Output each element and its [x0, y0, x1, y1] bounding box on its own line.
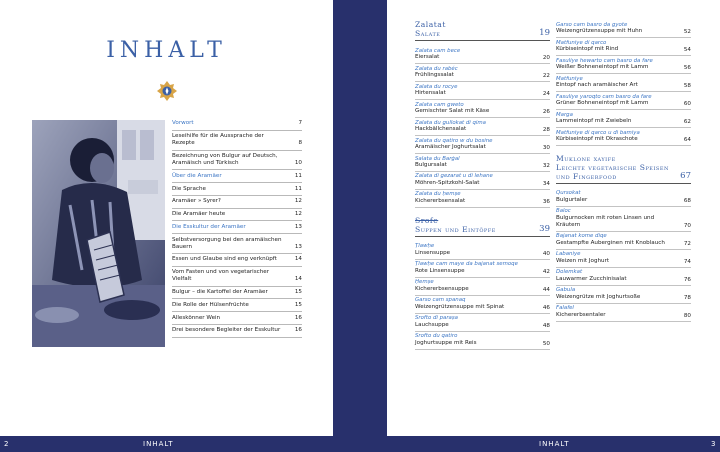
toc-row[interactable]: Bezeichnung von Bulgur auf Deutsch, Aramäisch und Türkisch 10: [172, 151, 302, 171]
vegetarian-list: [556, 189, 691, 322]
right-footer: [387, 436, 720, 452]
section-heading[interactable]: Muklone xayife Leichte vegetarische Speisen und Fingerfood 67: [556, 154, 691, 184]
dish-name-german: Linsensuppe: [415, 250, 451, 257]
toc-row[interactable]: Selbstversorgung bei den aramäischen Bauern 13: [172, 234, 302, 254]
toc-entry[interactable]: [556, 20, 691, 38]
dish-name-syriac: Matfuniye di qarco: [556, 39, 607, 46]
dish-name-syriac: Falafel: [556, 305, 574, 312]
dish-name-syriac: Bajanat kome diqe: [556, 233, 607, 240]
toc-entry[interactable]: [415, 136, 550, 154]
page-ref: 80: [683, 313, 691, 320]
dish-name-syriac: Zalata du rabéc: [415, 65, 458, 72]
toc-row[interactable]: Über die Aramäer 11: [172, 170, 302, 183]
dish-name-syriac: Zalata di gezarat u di lehane: [415, 173, 493, 180]
page-ref: 44: [542, 287, 550, 294]
dish-name-german: Bulgurtaler: [556, 197, 588, 204]
toc-entry[interactable]: [415, 172, 550, 190]
toc-entry[interactable]: [556, 286, 691, 304]
toc-entry[interactable]: [556, 74, 691, 92]
toc-entry[interactable]: [415, 242, 550, 260]
dish-name-syriac: Dolemkat: [556, 269, 583, 276]
page-ref: 52: [683, 29, 691, 36]
ornament-icon: [156, 80, 178, 102]
dish-name-syriac: Qursokat: [556, 190, 581, 197]
page-ref: 64: [683, 137, 691, 144]
toc-entry[interactable]: [556, 268, 691, 286]
dish-name-german: Kürbiseintopf mit Okraschote: [556, 136, 638, 143]
page-ref: 46: [542, 305, 550, 312]
toc-entry[interactable]: [556, 128, 691, 146]
page-ref: 40: [542, 251, 550, 258]
dish-name-german: Möhren-Spitzkohl-Salat: [415, 180, 480, 187]
dish-name-german: Lammeintopf mit Zwiebeln: [556, 118, 632, 125]
toc-entry[interactable]: [556, 110, 691, 128]
dish-name-syriac: Srofto di paraṣa: [415, 315, 458, 322]
dish-name-german: Weizengrützensuppe mit Spinat: [415, 304, 505, 311]
toc-entry[interactable]: [556, 38, 691, 56]
dish-name-german: Weizengrütze mit Joghurtsoße: [556, 294, 641, 301]
page-number: 3: [711, 440, 717, 448]
dish-name-syriac: Zalata du gullokat di qima: [415, 119, 486, 126]
left-footer: [0, 436, 333, 452]
toc-column-left: [415, 20, 550, 350]
page-ref: 56: [683, 65, 691, 72]
toc-entry[interactable]: [556, 189, 691, 207]
dish-name-syriac: Zalata cam bece: [415, 47, 461, 54]
page-ref: 60: [683, 101, 691, 108]
page-ref: 58: [683, 83, 691, 90]
toc-entry[interactable]: [415, 296, 550, 314]
toc-entry[interactable]: [415, 118, 550, 136]
dish-name-syriac: Zalata cam gweto: [415, 101, 464, 108]
toc-entry[interactable]: [415, 82, 550, 100]
dish-name-german: Bulgursalat: [415, 162, 447, 169]
page-number: 2: [4, 440, 10, 448]
dish-name-german: Kichererbsensuppe: [415, 286, 469, 293]
toc-row[interactable]: Bulgur – die Kartoffel der Aramäer 15: [172, 287, 302, 300]
dish-name-german: Joghurtsuppe mit Reis: [415, 340, 477, 347]
toc-row[interactable]: Die Aramäer heute 12: [172, 209, 302, 222]
page-ref: 74: [683, 259, 691, 266]
dish-name-syriac: Garso cam spanaq: [415, 297, 466, 304]
dish-name-german: Hackbällchensalat: [415, 126, 467, 133]
page-ref: 30: [542, 145, 550, 152]
dish-name-syriac: Ṭlawḥe cam maye da bajanat semoqe: [415, 261, 518, 268]
page-ref: 36: [542, 199, 550, 206]
salad-list: [415, 46, 550, 208]
dish-name-german: Lauwarmer Zucchinisalat: [556, 276, 627, 283]
dish-name-syriac: Zalata du rocye: [415, 83, 458, 90]
dish-name-syriac: Ṭlawḥe: [415, 243, 435, 250]
dish-name-syriac: Matfuniye di qarco u di bamiya: [556, 129, 640, 136]
dish-name-syriac: Salata du Barġal: [415, 155, 460, 162]
dish-name-german: Kichererbsensalat: [415, 198, 466, 205]
toc-column-right: [556, 20, 691, 322]
dish-name-german: Aramäischer Joghurtsalat: [415, 144, 486, 151]
page-ref: 28: [542, 127, 550, 134]
page-ref: 72: [683, 241, 691, 248]
toc-entry[interactable]: [556, 56, 691, 74]
toc-row[interactable]: Die Esskultur der Aramäer 13: [172, 221, 302, 234]
page-ref: 20: [542, 55, 550, 62]
page-ref: 22: [542, 73, 550, 80]
dish-name-german: Gestampfte Auberginen mit Knoblauch: [556, 240, 665, 247]
section-heading[interactable]: Zalatat Salate 19: [415, 20, 550, 41]
page-ref: 62: [683, 119, 691, 126]
toc-entry[interactable]: [415, 314, 550, 332]
dish-name-syriac: Marga: [556, 111, 573, 118]
kitchen-photo: [32, 120, 165, 347]
dish-name-german: Rote Linsensuppe: [415, 268, 465, 275]
page-ref: 48: [542, 323, 550, 330]
toc-row[interactable]: Vorwort 7: [172, 118, 302, 131]
dish-name-syriac: Fasuliye hewarto cam basro da fare: [556, 57, 653, 64]
soup-list: [415, 242, 550, 350]
dish-name-syriac: Srofto du qatiro: [415, 333, 458, 340]
toc-entry[interactable]: [415, 278, 550, 296]
section-heading[interactable]: Srofe Suppen und Eintöpfe 39: [415, 216, 550, 237]
page-ref: 68: [683, 198, 691, 205]
toc-entry[interactable]: [556, 304, 691, 322]
footer-label: INHALT: [143, 440, 174, 448]
toc-row[interactable]: Essen und Glaube sind eng verknüpft 14: [172, 254, 302, 267]
dish-name-german: Frühlingssalat: [415, 72, 454, 79]
page-ref: 24: [542, 91, 550, 98]
dish-name-syriac: Zalata du qatiro w du bosine: [415, 137, 493, 144]
toc-row[interactable]: Die Sprache 11: [172, 183, 302, 196]
page-ref: 50: [542, 341, 550, 348]
dish-name-german: Weißer Bohneneintopf mit Lamm: [556, 64, 649, 71]
dish-name-syriac: Matfuniye: [556, 75, 583, 82]
dish-name-german: Grüner Bohneneintopf mit Lamm: [556, 100, 649, 107]
toc-entry[interactable]: [415, 154, 550, 172]
toc-row[interactable]: Aramäer » Syrer? 12: [172, 196, 302, 209]
page-ref: 70: [683, 223, 691, 230]
toc-entry[interactable]: [556, 232, 691, 250]
toc-row[interactable]: Leseihilfe für die Aussprache der Rezepte 8: [172, 131, 302, 151]
dish-name-syriac: Zalata du ḥemṣe: [415, 191, 461, 198]
dish-name-german: Hirtensalat: [415, 90, 446, 97]
dish-name-syriac: Garso cam basro da gyote: [556, 21, 628, 28]
toc-entry[interactable]: [415, 46, 550, 64]
page-ref: 32: [542, 163, 550, 170]
dish-name-german: Weizen mit Joghurt: [556, 258, 610, 265]
dish-name-syriac: Labaniye: [556, 251, 581, 258]
dish-name-german: Lauchsuppe: [415, 322, 449, 329]
toc-row[interactable]: Drei besondere Begleiter der Esskultur 16: [172, 325, 302, 338]
dish-name-german: Gemischter Salat mit Käse: [415, 108, 490, 115]
dish-name-german: Kürbiseintopf mit Rind: [556, 46, 619, 53]
toc-entry[interactable]: [556, 92, 691, 110]
toc-row[interactable]: Die Rolle der Hülsenfrüchte 15: [172, 299, 302, 312]
toc-entry[interactable]: [415, 260, 550, 278]
toc-entry[interactable]: [415, 100, 550, 118]
page-ref: 78: [683, 295, 691, 302]
dish-name-syriac: Gabula: [556, 287, 576, 294]
toc-entry[interactable]: [556, 250, 691, 268]
toc-entry[interactable]: [415, 190, 550, 208]
page-title: INHALT: [106, 38, 227, 63]
dish-name-german: Weizengrützensuppe mit Huhn: [556, 28, 643, 35]
left-page: [0, 0, 333, 436]
table-of-contents: [172, 118, 302, 338]
toc-entry[interactable]: [415, 332, 550, 350]
toc-row[interactable]: Vom Fasten und von vegetarischer Vielfalt 14: [172, 267, 302, 287]
toc-entry[interactable]: [415, 64, 550, 82]
dish-name-syriac: Baloc: [556, 208, 571, 215]
page-ref: 54: [683, 47, 691, 54]
stew-list: [556, 20, 691, 146]
page-ref: 42: [542, 269, 550, 276]
page-ref: 26: [542, 109, 550, 116]
dish-name-german: Kichererbsentaler: [556, 312, 606, 319]
dish-name-syriac: Ḥemṣe: [415, 279, 434, 286]
dish-name-german: Bulgurnocken mit roten Linsen und Kräutern: [556, 215, 655, 229]
dish-name-german: Eiersalat: [415, 54, 440, 61]
right-page: [387, 0, 720, 436]
toc-row[interactable]: Alleskönner Wein 16: [172, 312, 302, 325]
page-ref: 76: [683, 277, 691, 284]
page-ref: 34: [542, 181, 550, 188]
dish-name-german: Eintopf nach aramäischer Art: [556, 82, 638, 89]
footer-label: INHALT: [539, 440, 570, 448]
dish-name-syriac: Fasuliye yaroqto cam basro da fare: [556, 93, 652, 100]
toc-entry[interactable]: [556, 207, 691, 232]
